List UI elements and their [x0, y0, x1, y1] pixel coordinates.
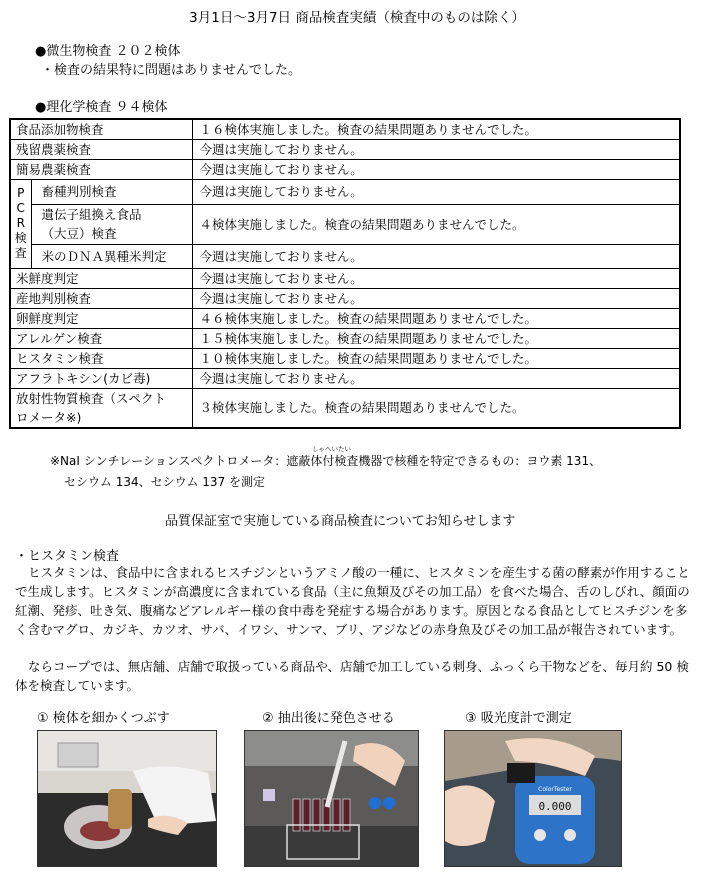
inspection-table	[9, 118, 681, 429]
row-result: 今週は実施しておりません。	[192, 179, 680, 204]
photo-crushing-sample	[37, 730, 217, 867]
row-name: 米のＤＮＡ異種米判定	[31, 244, 192, 268]
histamine-paragraph-2: ならコープでは、無店舗、店舗で取扱っている商品や、店舗で加工している刺身、ふっくら干物などを、毎月約 50 検体を検査しています。	[15, 659, 689, 693]
row-name: 放射性物質検査（スペクト ロメータ※)	[10, 388, 192, 428]
table-row	[10, 204, 680, 244]
row-result: 今週は実施しておりません。	[192, 288, 680, 308]
table-row	[10, 328, 680, 348]
table-row	[10, 308, 680, 328]
footnote-line2: セシウム 134、セシウム 137 を測定	[64, 475, 266, 489]
row-result: ４６検体実施しました。検査の結果問題ありませんでした。	[192, 308, 680, 328]
table-row	[10, 388, 680, 428]
table-row	[10, 139, 680, 159]
row-name: 遺伝子組換え食品 （大豆）検査	[31, 204, 192, 244]
row-result: 今週は実施しておりません。	[192, 139, 680, 159]
table-row	[10, 244, 680, 268]
table-row	[10, 348, 680, 368]
row-name: 畜種判別検査	[31, 179, 192, 204]
step-2-caption: ② 抽出後に発色させる	[262, 711, 395, 726]
device-brand: ColorTester	[538, 786, 572, 793]
table-row	[10, 159, 680, 179]
row-name: 卵鮮度判定	[10, 308, 192, 328]
table-row	[10, 368, 680, 388]
row-result: 今週は実施しておりません。	[192, 159, 680, 179]
table-row	[10, 119, 680, 139]
row-result: １０検体実施しました。検査の結果問題ありませんでした。	[192, 348, 680, 368]
row-name: 残留農薬検査	[10, 139, 192, 159]
step-1-caption: ① 検体を細かくつぶす	[37, 711, 170, 726]
row-name: アレルゲン検査	[10, 328, 192, 348]
row-name: 産地判別検査	[10, 288, 192, 308]
row-result: 今週は実施しておりません。	[192, 268, 680, 288]
photo-absorbance-meter	[444, 730, 622, 867]
notice-heading: 品質保証室で実施している商品検査についてお知らせします	[165, 514, 516, 529]
histamine-paragraph-1: ヒスタミンは、食品中に含まれるヒスチジンというアミノ酸の一種に、ヒスタミンを産生する菌の酵素が作用することで生成します。ヒスタミンが高濃度に含まれている食品（主に魚類及びその加工品）を食べた場合、舌のしびれ、顔面の紅潮、発疹、吐き気、腹痛などアレルギー様の食中毒を発症する場合があります。原因となる食品としてヒスチジンを多く含むマグロ、カジキ、カツオ、サバ、イワシ、サンマ、ブリ、アジなどの赤身魚及びその加工品が報告されています。	[15, 565, 690, 637]
micro-heading: ●微生物検査 ２０２検体	[35, 44, 181, 59]
device-readout: 0.000	[538, 800, 572, 813]
row-name: ヒスタミン検査	[10, 348, 192, 368]
footnote-ruby: しゃへいたい	[312, 445, 351, 453]
table-row	[10, 179, 680, 204]
row-name: 米鮮度判定	[10, 268, 192, 288]
footnote-line1: ※NaI シンチレーションスペクトロメータ：遮蔽体付検査機器で核種を特定できるもの：ヨウ素 131、	[50, 454, 602, 468]
row-result: 今週は実施しておりません。	[192, 368, 680, 388]
row-name: アフラトキシン(カビ毒)	[10, 368, 192, 388]
table-row	[10, 268, 680, 288]
row-name: 食品添加物検査	[10, 119, 192, 139]
photo-color-reaction	[244, 730, 419, 867]
pcr-group-label: P C R 検 査	[10, 179, 31, 268]
row-result: ４検体実施しました。検査の結果問題ありませんでした。	[192, 204, 680, 244]
micro-result: ・検査の結果特に問題はありませんでした。	[41, 63, 302, 78]
histamine-heading: ・ヒスタミン検査	[15, 549, 120, 564]
table-row	[10, 288, 680, 308]
page-title: 3月1日～3月7日 商品検査実績（検査中のものは除く）	[189, 10, 525, 26]
step-3-caption: ③ 吸光度計で測定	[465, 711, 572, 726]
row-result: １６検体実施しました。検査の結果問題ありませんでした。	[192, 119, 680, 139]
row-result: ３検体実施しました。検査の結果問題ありませんでした。	[192, 388, 680, 428]
row-result: 今週は実施しておりません。	[192, 244, 680, 268]
physchem-heading: ●理化学検査 ９４検体	[35, 100, 168, 115]
row-result: １５検体実施しました。検査の結果問題ありませんでした。	[192, 328, 680, 348]
row-name: 簡易農薬検査	[10, 159, 192, 179]
